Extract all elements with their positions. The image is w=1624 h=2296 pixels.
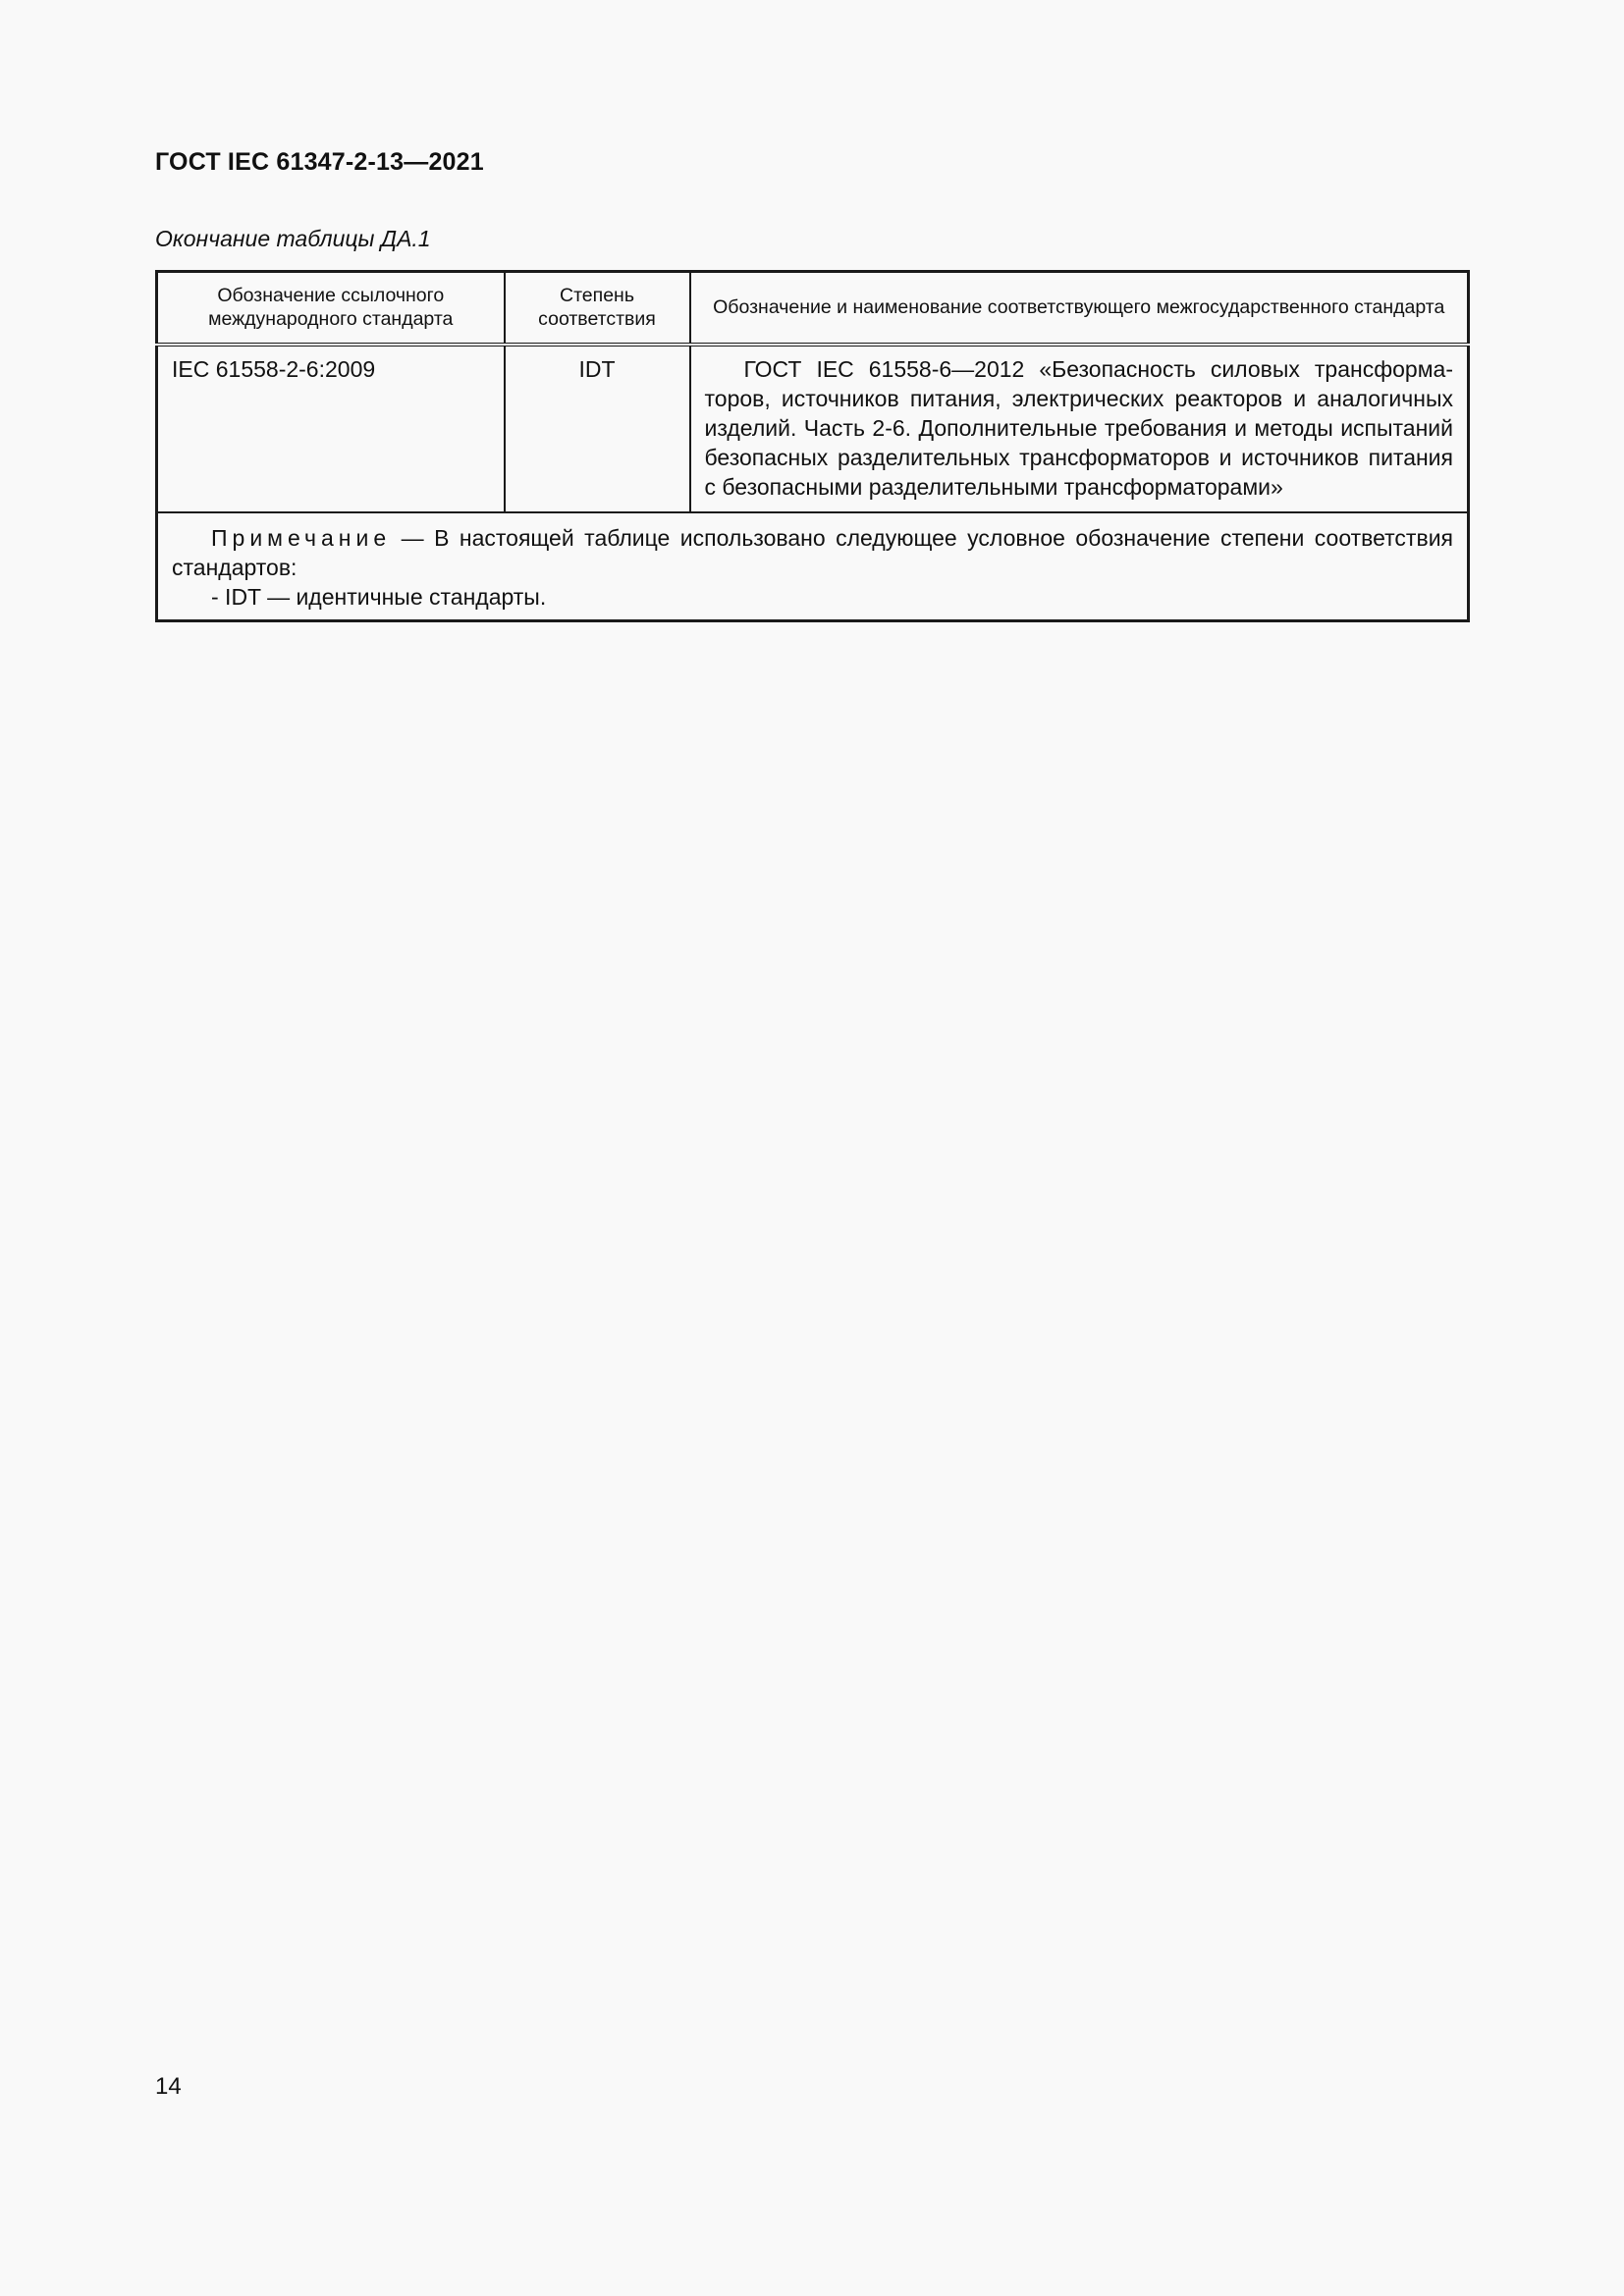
page-number: 14 — [155, 2073, 182, 2100]
note-text: — В настоящей таблице использовано следующее условное обозначение степени соответствия стандартов: — [172, 525, 1453, 580]
column-header-national-standard: Обозначение и наименование соответствующего межгосударственного стандарта — [690, 272, 1469, 346]
note-paragraph — [172, 523, 1453, 582]
note-label: Примечание — [211, 525, 392, 551]
table-header-row — [157, 272, 1469, 346]
table-note — [157, 512, 1469, 621]
cell-national-standard: ГОСТ IEC 61558-6—2012 «Безопасность силовых трансформаторов, источников питания, электрических реакторов и аналогичных изделий. Часть 2-6. Дополнительные требования и методы испытаний безопасных разделительных трансформаторов и источников питания с безопасными разделительными трансформаторами» — [690, 345, 1469, 512]
column-header-reference-standard: Обозначение ссылочного международного стандарта — [157, 272, 505, 346]
table-note-row — [157, 512, 1469, 621]
correspondence-table — [155, 270, 1470, 622]
cell-reference-standard: IEC 61558-2-6:2009 — [157, 345, 505, 512]
table-row — [157, 345, 1469, 512]
document-title: ГОСТ IEC 61347-2-13—2021 — [155, 148, 484, 176]
note-list-item: - IDT — идентичные стандарты. — [211, 584, 547, 610]
cell-degree: IDT — [505, 345, 690, 512]
column-header-degree: Степень соответствия — [505, 272, 690, 346]
table-caption: Окончание таблицы ДА.1 — [155, 226, 431, 251]
